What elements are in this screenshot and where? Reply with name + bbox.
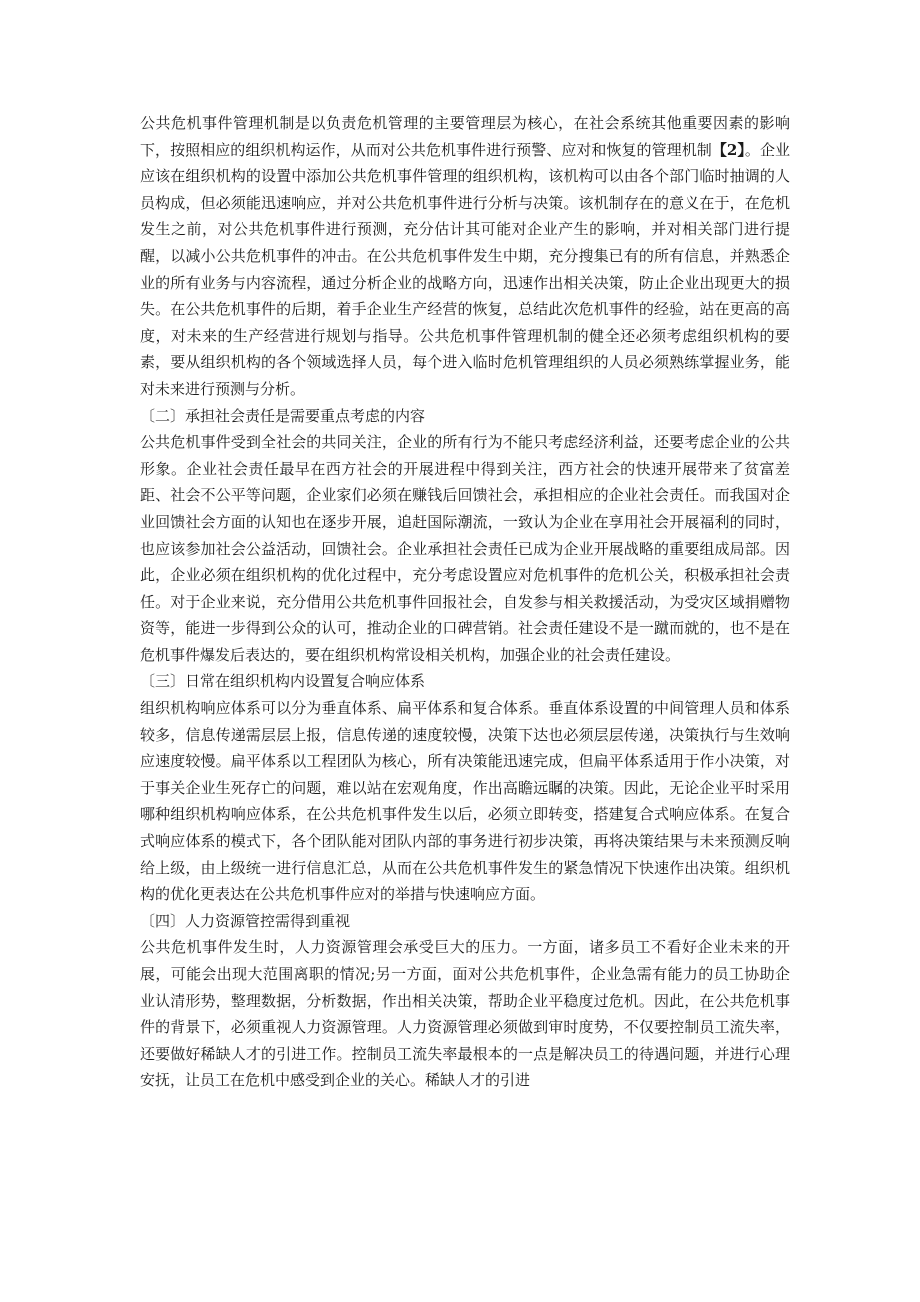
section-heading-4: 〔四〕人力资源管控需得到重视: [140, 911, 351, 930]
paragraph-text: 。企业应该在组织机构的设置中添加公共危机事件管理的组织机构，该机构可以由各个部门临时抽调的人员构成，但必须能迅速响应，并对公共危机事件进行分析与决策。该机制存在的意义在于，在危机发生之前，对公共危机事件进行预测，充分估计其可能对企业产生的影响，并对相关部门进行提醒，以减小公共危机事件的冲击。在公共危机事件发生中期，充分搜集已有的所有信息，并熟悉企业的所有业务与内容流程，通过分析企业的战略方向，迅速作出相关决策，防止企业出现更大的损失。在公共危机事件的后期，着手企业生产经营的恢复，总结此次危机事件的经验，站在更高的高度，对未来的生产经营进行规划与指导。公共危机事件管理机制的健全还必须考虑组织机构的要素，要从组织机构的各个领域选择人员，每个进入临时危机管理组织的人员必须熟练掌握业务，能对未来进行预测与分析。: [140, 140, 791, 398]
paragraph-text: 组织机构响应体系可以分为垂直体系、扁平体系和复合体系。垂直体系设置的中间管理人员和体系较多，信息传递需层层上报，信息传递的速度较慢，决策下达也必须层层传递，决策执行与生效响应速度较慢。扁平体系以工程团队为核心，所有决策能迅速完成，但扁平体系适用于作小决策，对于事关企业生死存亡的问题，难以站在宏观角度，作出高瞻远瞩的决策。因此，无论企业平时采用哪种组织机构响应体系，在公共危机事件发生以后，必须立即转变，搭建复合式响应体系。在复合式响应体系的模式下，各个团队能对团队内部的事务进行初步决策，再将决策结果与未来预测反响给上级，由上级统一进行信息汇总，从而在公共危机事件发生的紧急情况下快速作出决策。组织机构的优化更表达在公共危机事件应对的举措与快速响应方面。: [140, 699, 790, 904]
paragraph-text: 公共危机事件发生时，人力资源管理会承受巨大的压力。一方面，诸多员工不看好企业未来的开展，可能会出现大范围离职的情况;另一方面，面对公共危机事件，企业急需有能力的员工协助企业认清形势，整理数据，分析数据，作出相关决策，帮助企业平稳度过危机。因此，在公共危机事件的背景下，必须重视人力资源管理。人力资源管理必须做到审时度势，不仅要控制员工流失率，还要做好稀缺人才的引进工作。控制员工流失率最根本的一点是解决员工的待遇问题，并进行心理安抚，让员工在危机中感受到企业的关心。稀缺人才的引进: [140, 938, 790, 1090]
paragraph-human-resources: [140, 934, 790, 1094]
section-heading-3: 〔三〕日常在组织机构内设置复合响应体系: [140, 672, 426, 691]
paragraph-text: 公共危机事件管理机制是以负责危机管理的主要管理层为核心，在社会系统其他重要因素的影响下，按照相应的组织机构运作，从而对公共危机事件进行预警、应对和恢复的管理机制: [140, 114, 790, 159]
paragraph-social-responsibility: [140, 429, 790, 668]
paragraph-response-system: [140, 695, 790, 908]
document-body: [140, 110, 790, 1094]
paragraph-text: 公共危机事件受到全社会的共同关注，企业的所有行为不能只考虑经济利益，还要考虑企业的公共形象。企业社会责任最早在西方社会的开展进程中得到关注，西方社会的快速开展带来了贫富差距、社会不公平等问题，企业家们必须在赚钱后回馈社会，承担相应的企业社会责任。而我国对企业回馈社会方面的认知也在逐步开展，追赶国际潮流，一致认为企业在享用社会开展福利的同时，也应该参加社会公益活动，回馈社会。企业承担社会责任已成为企业开展战略的重要组成局部。因此，企业必须在组织机构的优化过程中，充分考虑设置应对危机事件的危机公关，积极承担社会责任。对于企业来说，充分借用公共危机事件回报社会，自发参与相关救援活动，为受灾区域捐赠物资等，能进一步得到公众的认可，推动企业的口碑营销。社会责任建设不是一蹴而就的，也不是在危机事件爆发后表达的，要在组织机构常设相关机构，加强企业的社会责任建设。: [140, 433, 790, 664]
citation-reference: 【2】: [711, 140, 745, 159]
paragraph-crisis-mechanism: [140, 110, 790, 403]
section-heading-2: 〔二〕承担社会责任是需要重点考虑的内容: [140, 406, 426, 425]
